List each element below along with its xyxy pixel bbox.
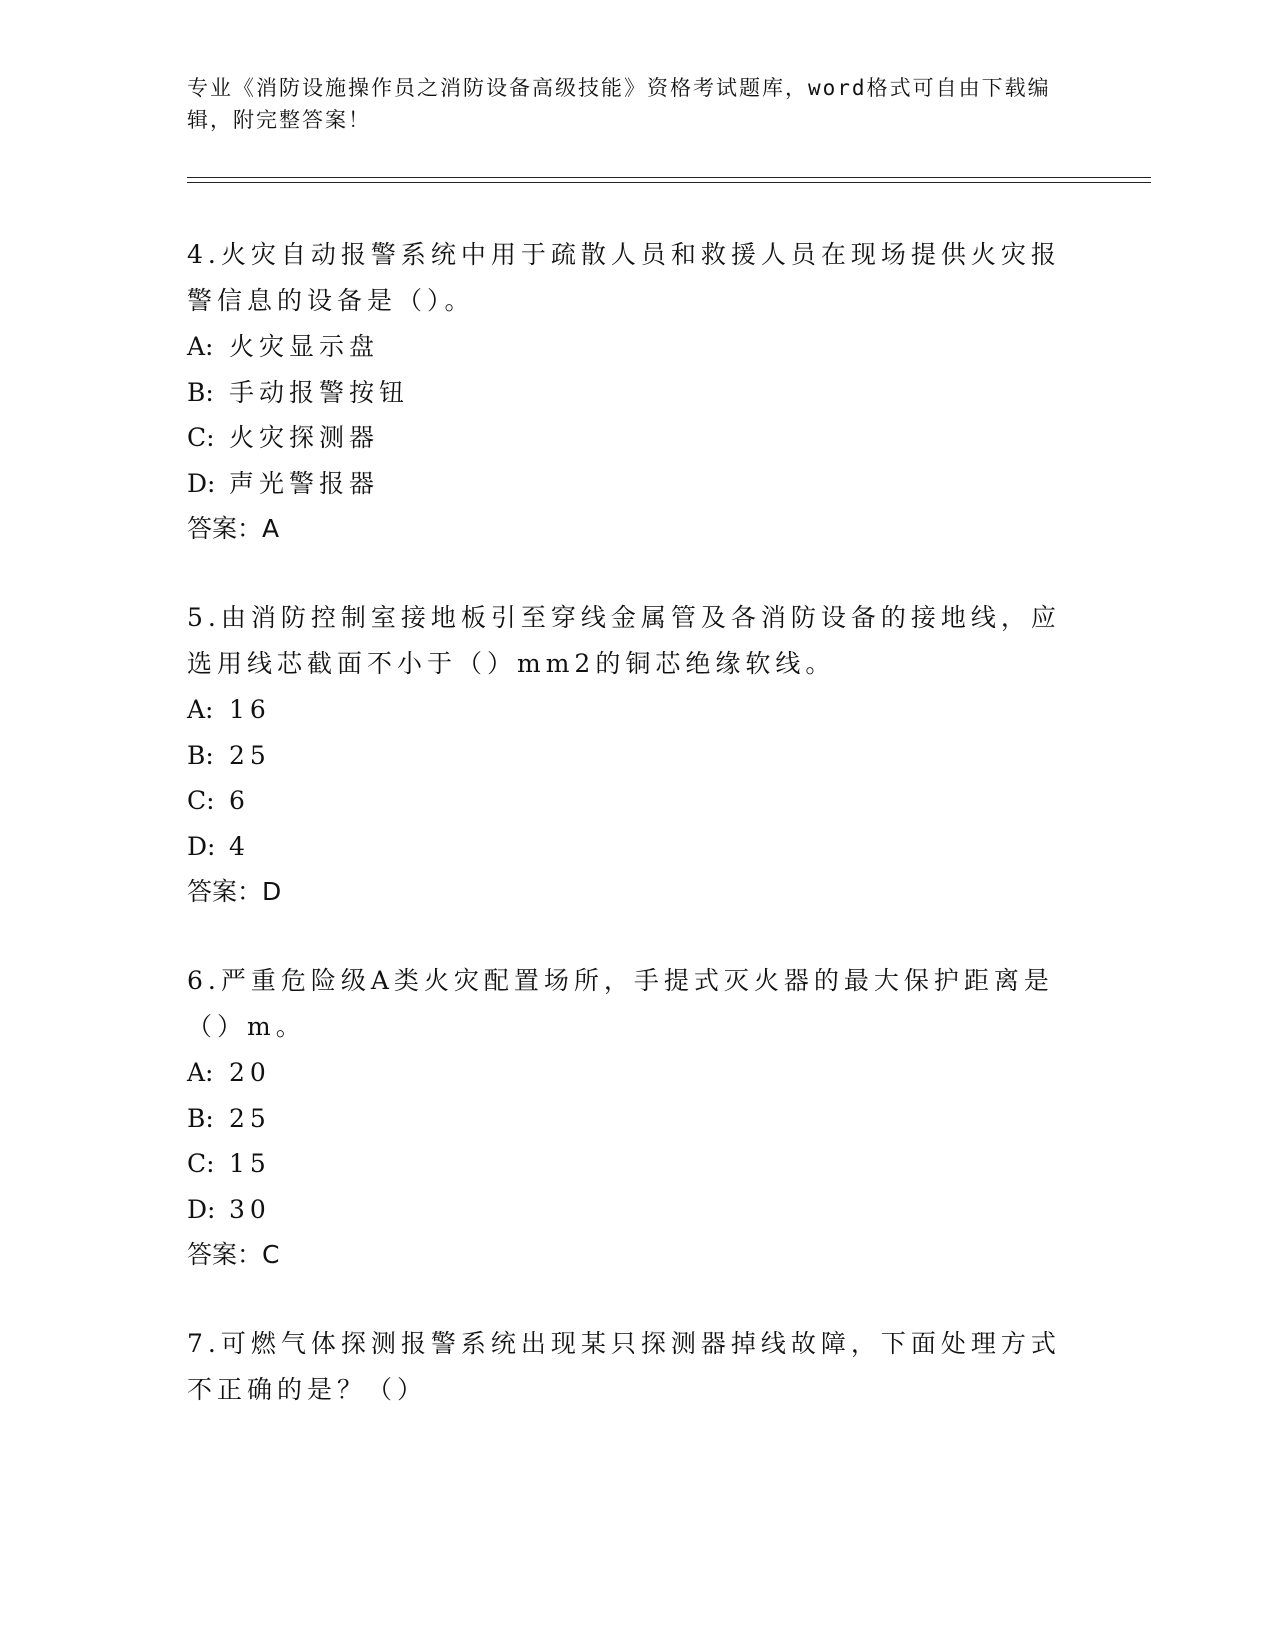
answer-line: 答案：A: [187, 514, 280, 543]
question-stem: 5.由消防控制室接地板引至穿线金属管及各消防设备的接地线，应选用线芯截面不小于（）mm2的铜芯绝缘软线。: [187, 603, 1061, 678]
question-7: [187, 1321, 1067, 1413]
option-key: C:: [187, 786, 215, 815]
question-stem: 6.严重危险级A类火灾配置场所，手提式灭火器的最大保护距离是（）m。: [187, 966, 1054, 1041]
option-text: 20: [229, 1058, 271, 1087]
option-text: 6: [229, 786, 250, 815]
option-c: [187, 1141, 1067, 1187]
header-divider-bottom: [187, 182, 1151, 183]
question-stem: 4.火灾自动报警系统中用于疏散人员和救援人员在现场提供火灾报警信息的设备是（）。: [187, 240, 1061, 315]
option-d: [187, 461, 1067, 507]
header-divider-top: [187, 177, 1151, 178]
option-text: 4: [229, 831, 250, 861]
option-key: A:: [187, 332, 214, 361]
option-key: B:: [187, 740, 214, 770]
option-key: D:: [187, 831, 216, 861]
option-text: 15: [229, 1149, 271, 1178]
option-key: C:: [187, 1149, 215, 1178]
option-text: 手动报警按钮: [229, 377, 410, 407]
option-key: A:: [187, 1058, 214, 1087]
option-b: [187, 1096, 1067, 1142]
answer-line: 答案：D: [187, 877, 282, 906]
question-4: [187, 232, 1067, 552]
option-text: 30: [229, 1194, 271, 1224]
option-c: [187, 415, 1067, 461]
option-text: 声光警报器: [229, 468, 380, 498]
answer-line: 答案：C: [187, 1240, 280, 1269]
option-key: B:: [187, 1103, 214, 1133]
option-key: B:: [187, 377, 214, 407]
option-key: C:: [187, 423, 215, 452]
option-key: D:: [187, 1194, 216, 1224]
option-a: [187, 1050, 1067, 1096]
option-a: [187, 687, 1067, 733]
option-key: A:: [187, 695, 214, 724]
option-a: [187, 324, 1067, 370]
option-b: [187, 733, 1067, 779]
option-text: 16: [229, 695, 271, 724]
document-intro: 专业《消防设施操作员之消防设备高级技能》资格考试题库，word格式可自由下载编辑，附完整答案！: [187, 76, 1051, 132]
option-d: [187, 824, 1067, 870]
option-text: 火灾探测器: [229, 423, 380, 452]
option-text: 25: [229, 740, 271, 770]
question-6: [187, 958, 1067, 1278]
option-key: D:: [187, 468, 216, 498]
question-stem: 7.可燃气体探测报警系统出现某只探测器掉线故障，下面处理方式不正确的是？（）: [187, 1329, 1061, 1404]
option-d: [187, 1187, 1067, 1233]
option-c: [187, 778, 1067, 824]
option-b: [187, 370, 1067, 416]
question-5: [187, 595, 1067, 915]
option-text: 火灾显示盘: [229, 332, 380, 361]
option-text: 25: [229, 1103, 271, 1133]
